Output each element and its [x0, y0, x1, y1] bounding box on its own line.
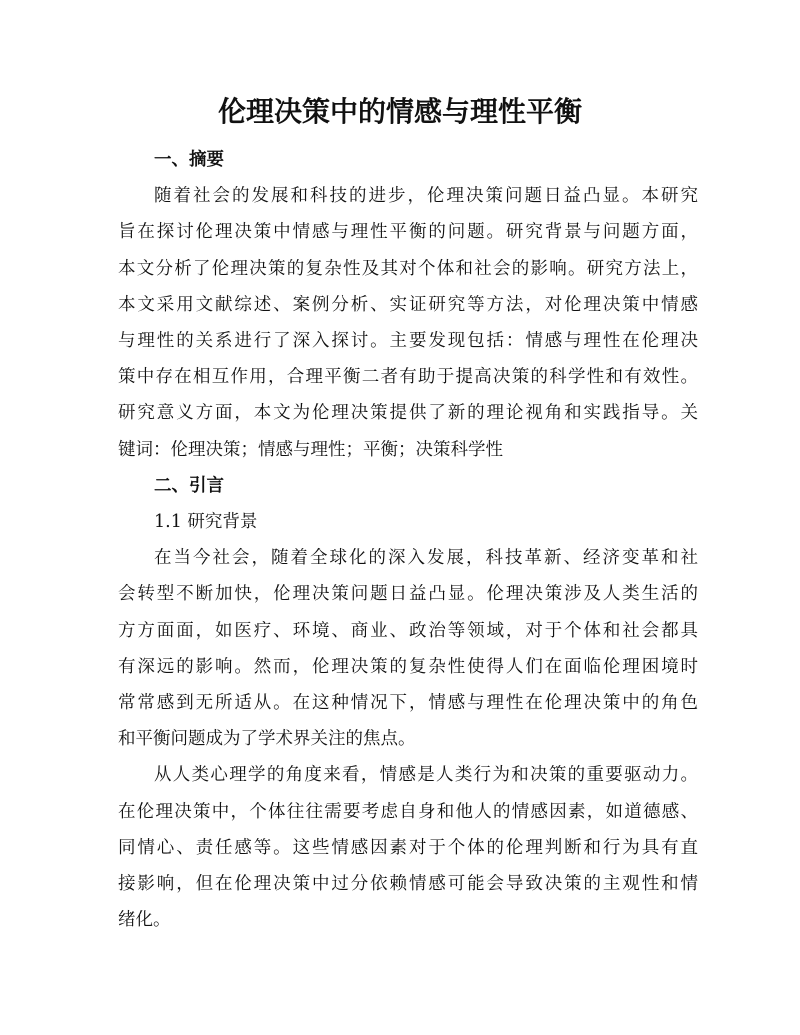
text-line: 随着社会的发展和科技的进步，伦理决策问题日益凸显。本研究 — [154, 186, 698, 207]
text-line: 和平衡问题成为了学术界关注的焦点。 — [118, 729, 416, 750]
background-paragraph-1 — [118, 540, 698, 757]
background-paragraph-2 — [118, 757, 698, 938]
text-line: 本文采用文献综述、案例分析、实证研究等方法，对伦理决策中情感 — [118, 294, 698, 315]
text-line: 研究意义方面，本文为伦理决策提供了新的理论视角和实践指导。关 — [118, 403, 698, 424]
document-body — [118, 142, 698, 938]
subsection-heading-background: 1.1 研究背景 — [154, 512, 258, 533]
text-line: 旨在探讨伦理决策中情感与理性平衡的问题。研究背景与问题方面， — [118, 222, 698, 243]
text-line: 有深远的影响。然而，伦理决策的复杂性使得人们在面临伦理困境时 — [118, 656, 698, 677]
document-title: 伦理决策中的情感与理性平衡 — [217, 95, 582, 128]
section-heading-introduction: 二、引言 — [154, 475, 224, 496]
abstract-paragraph — [118, 178, 698, 468]
text-line: 接影响，但在伦理决策中过分依赖情感可能会导致决策的主观性和情 — [118, 874, 698, 895]
text-line: 方方面面，如医疗、环境、商业、政治等领域，对于个体和社会都具 — [118, 620, 698, 641]
text-line: 会转型不断加快，伦理决策问题日益凸显。伦理决策涉及人类生活的 — [118, 584, 698, 605]
text-line: 在伦理决策中，个体往往需要考虑自身和他人的情感因素，如道德感、 — [118, 801, 698, 822]
text-line: 与理性的关系进行了深入探讨。主要发现包括：情感与理性在伦理决 — [118, 331, 698, 352]
text-line: 绪化。 — [118, 910, 171, 931]
text-line: 本文分析了伦理决策的复杂性及其对个体和社会的影响。研究方法上， — [118, 258, 698, 279]
text-line: 从人类心理学的角度来看，情感是人类行为和决策的重要驱动力。 — [154, 765, 698, 786]
text-line: 策中存在相互作用，合理平衡二者有助于提高决策的科学性和有效性。 — [118, 367, 698, 388]
text-line: 常常感到无所适从。在这种情况下，情感与理性在伦理决策中的角色 — [118, 693, 698, 714]
text-line: 在当今社会，随着全球化的深入发展，科技革新、经济变革和社 — [154, 548, 698, 569]
text-line: 键词：伦理决策；情感与理性；平衡；决策科学性 — [118, 439, 503, 460]
text-line: 同情心、责任感等。这些情感因素对于个体的伦理判断和行为具有直 — [118, 837, 698, 858]
section-heading-abstract: 一、摘要 — [154, 150, 224, 170]
